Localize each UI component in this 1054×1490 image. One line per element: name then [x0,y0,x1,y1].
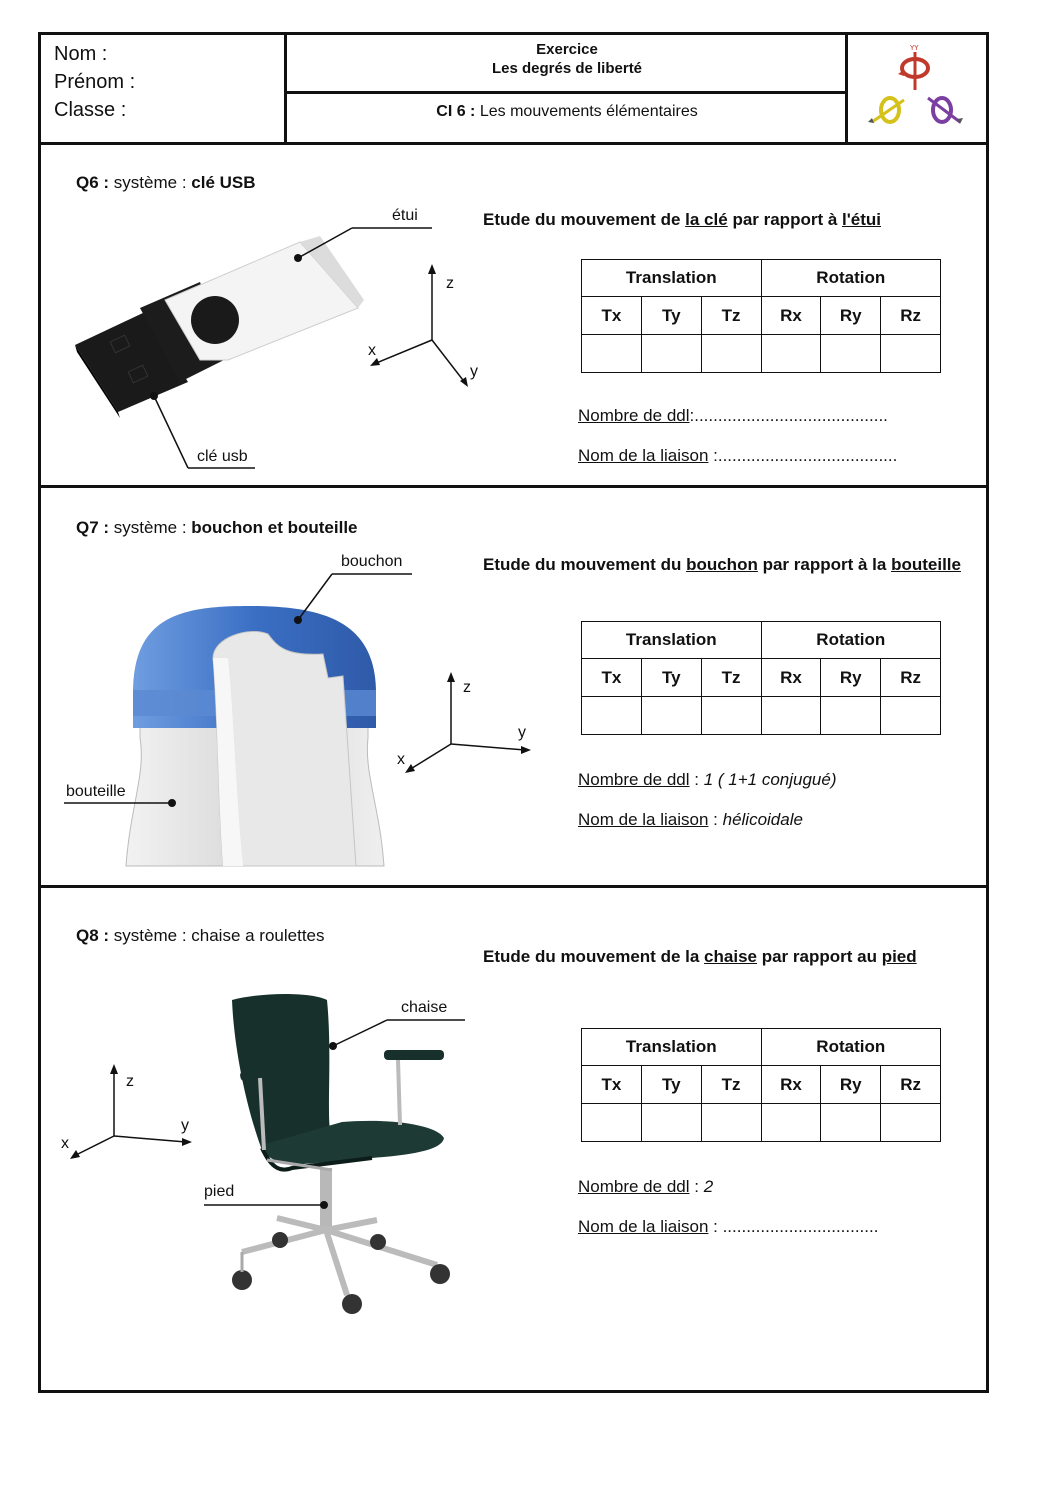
q6-cell-rx[interactable] [761,335,821,373]
q6-col-rz: Rz [881,297,941,335]
q8-col-tx: Tx [582,1066,642,1104]
q6-axis-z: z [446,275,454,292]
q8-axis-y: y [181,1117,189,1134]
q6-ddl-table [581,259,941,373]
q8-title: Q8 : système : chaise a roulettes [76,926,325,945]
q6-col-ty: Ty [641,297,701,335]
q7-th-translation: Translation [582,622,762,659]
q7-axis-z: z [463,679,471,696]
q6-cell-rz[interactable] [881,335,941,373]
q6-col-ry: Ry [821,297,881,335]
leader-cle-usb [150,392,260,472]
q8-ddl-answer: Nombre de ddl : 2 [578,1177,714,1196]
q7-cell-ry[interactable] [821,697,881,735]
q6-cell-tz[interactable] [701,335,761,373]
q8-col-tz: Tz [701,1066,761,1104]
leader-bouteille [62,800,182,812]
degrees-of-freedom-logo-icon [860,40,970,135]
section-divider-1 [38,485,989,488]
section-divider-2 [38,885,989,888]
q8-col-ry: Ry [821,1066,881,1104]
q6-col-rx: Rx [761,297,821,335]
exercise-subtitle: Les degrés de liberté [491,60,643,77]
q7-cell-ty[interactable] [641,697,701,735]
header-row-divider [286,91,846,94]
label-bouchon: bouchon [341,553,403,570]
q7-col-tz: Tz [701,659,761,697]
q8-cell-ty[interactable] [641,1104,701,1142]
q7-col-rx: Rx [761,659,821,697]
q8-axis-x: x [61,1135,69,1152]
q6-study-line: Etude du mouvement de la clé par rapport à l'étui [483,210,882,229]
q7-cell-rz[interactable] [881,697,941,735]
label-etui: étui [392,207,418,224]
nom-field: Nom : [54,43,108,65]
leader-pied [202,1200,337,1212]
q6-th-rotation: Rotation [761,260,940,297]
label-pied: pied [204,1183,235,1200]
q8-col-rz: Rz [881,1066,941,1104]
ci-line [287,103,847,121]
q8-cell-tz[interactable] [701,1104,761,1142]
q8-axis-z: z [126,1073,134,1090]
q8-cell-rz[interactable] [881,1104,941,1142]
q7-cell-tz[interactable] [701,697,761,735]
leader-bouchon [290,572,420,626]
q6-col-tx: Tx [582,297,642,335]
ci-text: Les mouvements élémentaires [479,103,698,120]
exercise-title: Exercice [536,41,598,58]
q6-ddl-answer: Nombre de ddl:......................................... [578,406,888,425]
q6-axis-y: y [470,363,478,380]
bottle-cap-image [118,598,388,866]
q7-col-tx: Tx [582,659,642,697]
q7-liaison-answer: Nom de la liaison : hélicoidale [578,810,803,829]
q7-ddl-answer: Nombre de ddl : 1 ( 1+1 conjugué) [578,770,837,789]
q7-title: Q7 : système : bouchon et bouteille [76,518,358,537]
q8-liaison-answer: Nom de la liaison : ................................. [578,1217,879,1236]
q7-cell-rx[interactable] [761,697,821,735]
q6-th-translation: Translation [582,260,762,297]
q6-cell-ty[interactable] [641,335,701,373]
q8-col-ty: Ty [641,1066,701,1104]
q8-cell-rx[interactable] [761,1104,821,1142]
q6-liaison-answer: Nom de la liaison :...................................... [578,446,898,465]
q8-th-translation: Translation [582,1029,762,1066]
svg-text:YY: YY [910,44,919,52]
q7-study-line: Etude du mouvement du bouchon par rapport à la bouteille [483,555,961,574]
q6-title: Q6 : système : clé USB [76,173,256,192]
q7-th-rotation: Rotation [761,622,940,659]
q7-col-rz: Rz [881,659,941,697]
q7-ddl-table [581,621,941,735]
ci-prefix: CI 6 : [436,103,476,120]
prenom-field: Prénom : [54,71,136,93]
q8-th-rotation: Rotation [761,1029,940,1066]
q6-cell-ry[interactable] [821,335,881,373]
q7-col-ty: Ty [641,659,701,697]
q7-cell-tx[interactable] [582,697,642,735]
q8-cell-tx[interactable] [582,1104,642,1142]
label-cle-usb: clé usb [197,448,248,465]
label-chaise: chaise [401,999,448,1016]
q7-axis-x: x [397,751,405,768]
q8-col-rx: Rx [761,1066,821,1104]
q6-col-tz: Tz [701,297,761,335]
q8-ddl-table [581,1028,941,1142]
q7-col-ry: Ry [821,659,881,697]
q8-cell-ry[interactable] [821,1104,881,1142]
q6-cell-tx[interactable] [582,335,642,373]
q6-axis-x: x [368,342,376,359]
label-bouteille: bouteille [66,783,126,800]
q8-study-line: Etude du mouvement de la chaise par rapport au pied [483,947,917,966]
leader-chaise [325,1018,470,1052]
q7-axis-y: y [518,724,526,741]
classe-field: Classe : [54,99,127,121]
